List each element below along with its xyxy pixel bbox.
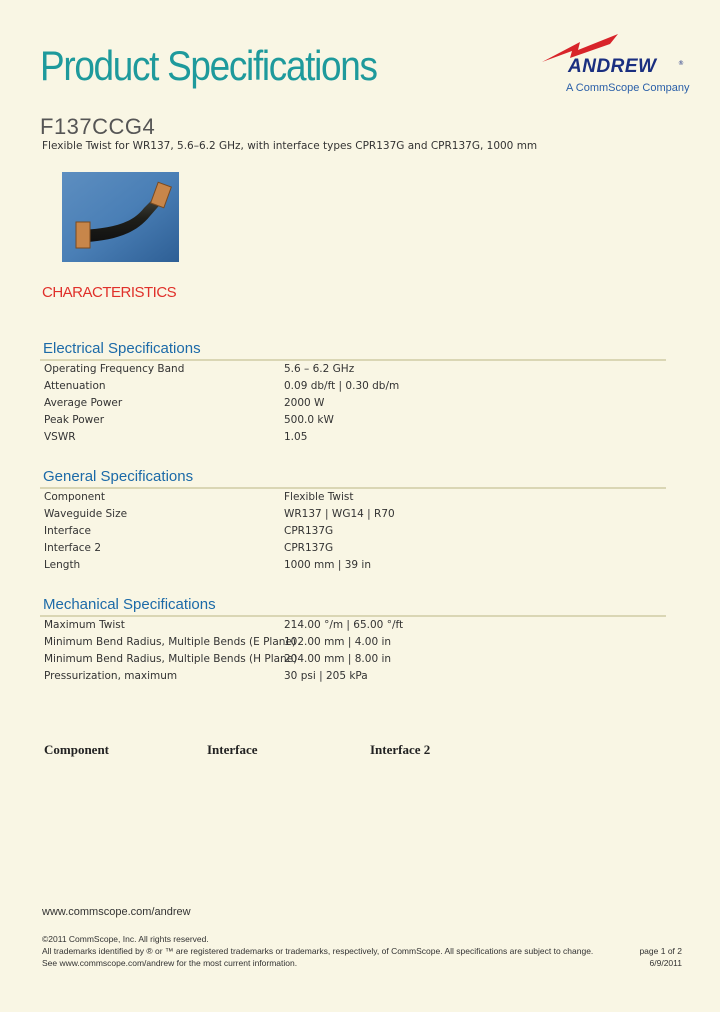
spec-value: WR137 | WG14 | R70 — [284, 508, 395, 520]
spec-value: 500.0 kW — [284, 414, 334, 426]
website-link[interactable]: www.commscope.com/andrew — [42, 906, 191, 918]
spec-label: Maximum Twist — [44, 619, 125, 631]
page-number: page 1 of 2 — [639, 946, 682, 956]
see-more-text: See www.commscope.com/andrew for the most current information. — [42, 958, 298, 968]
section-divider — [40, 487, 666, 489]
section-divider — [40, 359, 666, 361]
spec-value: 1.05 — [284, 431, 308, 443]
product-description: Flexible Twist for WR137, 5.6–6.2 GHz, with interface types CPR137G and CPR137G, 1000 mm — [42, 140, 538, 152]
spec-label: Component — [44, 491, 105, 503]
spec-label: Minimum Bend Radius, Multiple Bends (H Plane) — [44, 653, 298, 665]
spec-label: Pressurization, maximum — [44, 670, 178, 682]
electrical-specs-heading: Electrical Specifications — [43, 340, 201, 357]
spec-value: 204.00 mm | 8.00 in — [284, 653, 392, 665]
spec-value: Flexible Twist — [284, 491, 354, 503]
spec-label: Peak Power — [44, 414, 105, 426]
spec-label: Length — [44, 559, 81, 571]
andrew-logo — [540, 34, 690, 96]
product-photo — [62, 172, 179, 262]
spec-label: Operating Frequency Band — [44, 363, 185, 375]
spec-value: 30 psi | 205 kPa — [284, 670, 368, 682]
spec-label: Attenuation — [44, 380, 106, 392]
spec-value: 5.6 – 6.2 GHz — [284, 363, 355, 375]
trademark-text: All trademarks identified by ® or ™ are registered trademarks or trademarks, respectively, of CommScope. All specifications are subject to change. — [42, 946, 594, 956]
spec-value: 102.00 mm | 4.00 in — [284, 636, 392, 648]
spec-value: CPR137G — [284, 542, 334, 554]
logo-trademark: ® — [678, 60, 684, 67]
characteristics-label: CHARACTERISTICS — [42, 284, 177, 301]
spec-value: CPR137G — [284, 525, 334, 537]
mechanical-specs-heading: Mechanical Specifications — [43, 596, 216, 613]
spec-value: 0.09 db/ft | 0.30 db/m — [284, 380, 400, 392]
spec-label: VSWR — [44, 431, 76, 443]
spec-value: 1000 mm | 39 in — [284, 559, 371, 571]
section-divider — [40, 615, 666, 617]
document-date: 6/9/2011 — [649, 958, 682, 968]
spec-value: 2000 W — [284, 397, 325, 409]
logo-subtitle: A CommScope Company — [566, 82, 690, 94]
spec-label: Average Power — [44, 397, 123, 409]
spec-value: 214.00 °/m | 65.00 °/ft — [284, 619, 404, 631]
general-specs-heading: General Specifications — [43, 468, 194, 485]
page-title: Product Specifications — [40, 42, 377, 89]
table-header-interface: Interface — [207, 742, 258, 757]
logo-wordmark: ANDREW — [568, 56, 657, 77]
copyright-text: ©2011 CommScope, Inc. All rights reserved. — [42, 934, 209, 944]
spec-label: Interface 2 — [44, 542, 102, 554]
spec-label: Interface — [44, 525, 92, 537]
table-header-interface-2: Interface 2 — [370, 742, 431, 757]
table-header-component: Component — [44, 742, 110, 757]
spec-label: Waveguide Size — [44, 508, 128, 520]
product-id: F137CCG4 — [40, 114, 156, 139]
spec-label: Minimum Bend Radius, Multiple Bends (E Plane) — [44, 636, 296, 648]
